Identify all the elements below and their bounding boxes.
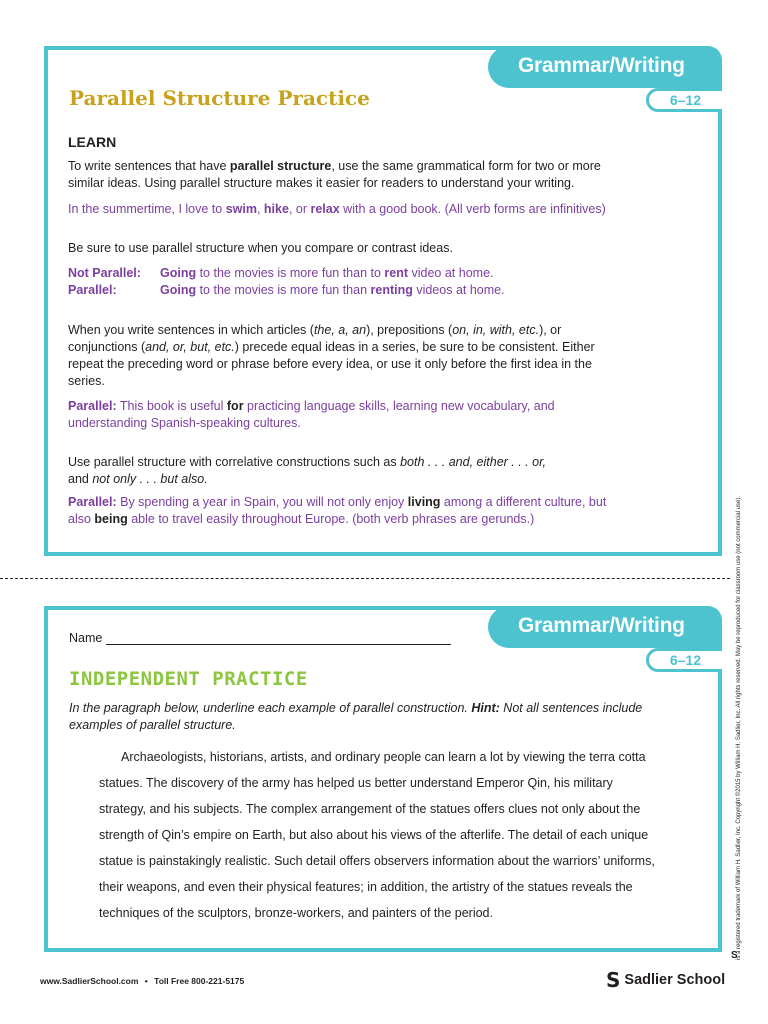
text: to the movies is more fun than to <box>196 266 385 280</box>
phone-number: Toll Free 800-221-5175 <box>154 976 245 986</box>
bold-term: Going <box>160 283 197 297</box>
footer-contact <box>40 976 244 986</box>
example-label: Parallel: <box>68 495 117 509</box>
articles-paragraph <box>68 322 628 390</box>
sadlier-logo <box>606 968 725 992</box>
learn-heading: LEARN <box>68 134 117 150</box>
text: and <box>68 472 93 486</box>
not-parallel-example <box>68 265 494 282</box>
bold-term: rent <box>384 266 409 280</box>
correlative-paragraph <box>68 454 568 488</box>
hint-label: Hint: <box>471 701 500 715</box>
category-tab: Grammar/Writing <box>488 46 722 88</box>
grade-badge: 6–12 <box>646 648 722 672</box>
text: Not all sentences include examples of parallel structure. <box>69 701 643 732</box>
compare-paragraph: Be sure to use parallel structure when you compare or contrast ideas. <box>68 241 453 255</box>
paragraph-text: Archaeologists, historians, artists, and ordinary people can learn a lot by viewing the terra cotta statues. The discovery of the army has helped us better understand Emperor Qin, his military strategy, and his subjects. The complex arrangement of the statues offers clues not only about the strength of Qin’s empire on Earth, but also about his views of the afterlife. The detail of each unique statue is painstakingly realistic. Such detail offers observers information about the warriors’ uniforms, their weapons, and even their physical features; in addition, the artistry of the statues reveals the techniques of the sculptors, bronze-workers, and painters of the period. <box>99 750 655 920</box>
bold-term: hike <box>263 202 289 216</box>
example-gerunds <box>68 494 618 528</box>
text: videos at home. <box>412 283 505 297</box>
text: , or <box>288 202 311 216</box>
italic-term: and, or, but, etc. <box>145 340 235 354</box>
bold-term: swim <box>225 202 257 216</box>
text: , use the same grammatical form for two or more similar ideas. Using parallel structure makes it easier for readers to understand your writing. <box>68 159 601 190</box>
parallel-example <box>68 282 505 299</box>
category-tab: Grammar/Writing <box>488 606 722 648</box>
copyright-notice: is a registered trademark of William H. Sadlier, Inc. Copyright ©2015 by William H. Sadlier, Inc. All rights reserved. May be reproduced for classroom use (not commercial use). <box>736 496 742 960</box>
separator: • <box>144 976 148 986</box>
text: to the movies is more fun than <box>196 283 371 297</box>
text: , <box>256 202 264 216</box>
website-link[interactable]: www.SadlierSchool.com <box>40 976 139 986</box>
example-label: Not Parallel: <box>68 266 141 280</box>
italic-term: the, a, an <box>313 323 367 337</box>
text: able to travel easily throughout Europe. (both verb phrases are gerunds.) <box>127 512 535 526</box>
text: This book is useful <box>116 399 227 413</box>
sadlier-logo-icon: S <box>606 968 621 992</box>
bold-term: being <box>94 512 128 526</box>
name-label: Name <box>69 631 103 645</box>
text: with a good book. (All verb forms are infinitives) <box>339 202 606 216</box>
bold-term: Going <box>160 266 197 280</box>
example-infinitives <box>68 201 628 218</box>
text: When you write sentences in which articles ( <box>68 323 314 337</box>
practice-card <box>44 606 722 952</box>
worksheet-title: Parallel Structure Practice <box>69 86 370 110</box>
grade-badge: 6–12 <box>646 88 722 112</box>
text: video at home. <box>408 266 494 280</box>
bold-term: living <box>407 495 441 509</box>
logo-text: Sadlier School <box>624 972 726 988</box>
text: Use parallel structure with correlative constructions such as <box>68 455 401 469</box>
name-field[interactable] <box>106 644 451 645</box>
indent <box>99 750 121 764</box>
bold-term: parallel structure <box>229 159 332 173</box>
text: To write sentences that have <box>68 159 230 173</box>
practice-paragraph <box>99 744 659 926</box>
text: ), prepositions ( <box>366 323 453 337</box>
example-label: Parallel: <box>68 399 117 413</box>
bold-term: renting <box>370 283 413 297</box>
text: In the summertime, I love to <box>68 202 226 216</box>
text: By spending a year in Spain, you will not only enjoy <box>116 495 408 509</box>
italic-term: both . . . and, either . . . or, <box>400 455 547 469</box>
sadlier-mark-icon: S <box>731 950 738 961</box>
text: In the paragraph below, underline each example of parallel construction. <box>69 701 472 715</box>
italic-term: on, in, with, etc. <box>452 323 540 337</box>
instructions <box>69 700 669 734</box>
cut-line <box>0 578 730 579</box>
bold-term: for <box>226 399 244 413</box>
intro-paragraph <box>68 158 628 192</box>
text: among a different culture, but also <box>68 495 607 526</box>
text: ), or conjunctions ( <box>68 323 562 354</box>
practice-title: INDEPENDENT PRACTICE <box>69 668 308 690</box>
text: practicing language skills, learning new vocabulary, and understanding Spanish-speaking cultures. <box>68 399 555 430</box>
learn-card <box>44 46 722 556</box>
example-label: Parallel: <box>68 283 117 297</box>
example-prepositions <box>68 398 628 432</box>
bold-term: relax <box>310 202 340 216</box>
text: ) precede equal ideas in a series, be sure to be consistent. Either repeat the preceding word or phrase before every idea, or use it only before the first idea in the series. <box>68 340 595 388</box>
italic-term: not only . . . but also. <box>92 472 208 486</box>
